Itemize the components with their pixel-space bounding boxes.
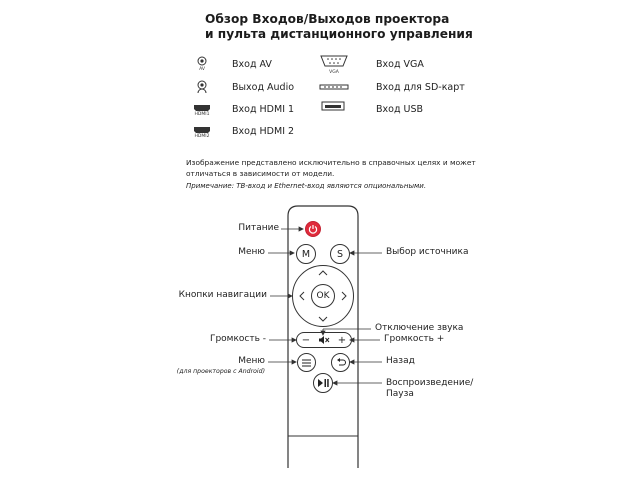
callout-play-pause-line-1: Воспроизведение/ (386, 378, 474, 388)
hdmi2-caption: HDMI2 (194, 134, 210, 139)
port-label-hdmi2: Вход HDMI 2 (232, 126, 295, 137)
menu-button[interactable]: M (296, 244, 316, 264)
play-pause-icon (318, 379, 329, 387)
title-line-2: и пульта дистанционного управления (205, 27, 473, 41)
callout-menu: Меню (238, 247, 265, 257)
callout-source: Выбор источника (386, 247, 469, 257)
volume-down-button[interactable]: − (301, 334, 311, 346)
hamburger-icon (302, 359, 311, 367)
power-button[interactable] (305, 221, 321, 237)
callout-mute: Отключение звука (375, 323, 464, 333)
callout-power: Питание (238, 223, 279, 233)
port-label-usb: Вход USB (376, 104, 424, 115)
port-label-vga: Вход VGA (376, 59, 424, 70)
remark-note: Примечание: ТВ-вход и Ethernet-вход являются опциональными. (186, 182, 427, 190)
play-pause-button[interactable] (313, 373, 333, 393)
port-label-av: Вход AV (232, 59, 272, 70)
back-button[interactable] (331, 353, 350, 372)
mute-icon (318, 335, 330, 345)
title-line-1: Обзор Входов/Выходов проектора (205, 12, 450, 26)
back-icon (336, 358, 346, 367)
callout-play-pause (386, 378, 473, 400)
ok-button[interactable]: OK (311, 284, 335, 308)
port-label-sd: Вход для SD-карт (376, 82, 465, 93)
android-menu-button[interactable] (297, 353, 316, 372)
volume-up-button[interactable]: + (337, 334, 347, 346)
hdmi1-caption: HDMI1 (194, 112, 210, 117)
callout-volume-up: Громкость + (384, 334, 445, 344)
disclaimer-line-2: отличаться в зависимости от модели. (186, 169, 335, 178)
callout-android-note: (для проекторов с Android) (176, 368, 265, 375)
callout-android-menu: Меню (238, 356, 265, 366)
disclaimer-line-1: Изображение представлено исключительно в справочных целях и может (186, 158, 476, 167)
callout-volume-down: Громкость - (209, 334, 266, 344)
av-caption: AV (199, 67, 205, 72)
power-icon (308, 224, 318, 234)
vga-caption: VGA (329, 70, 339, 75)
port-label-audio: Выход Audio (232, 82, 295, 93)
mute-button[interactable] (317, 334, 331, 346)
source-button[interactable]: S (330, 244, 350, 264)
callout-navigation: Кнопки навигации (178, 290, 267, 300)
callout-play-pause-line-2: Пауза (386, 389, 414, 399)
callout-back: Назад (386, 356, 415, 366)
port-label-hdmi1: Вход HDMI 1 (232, 104, 295, 115)
